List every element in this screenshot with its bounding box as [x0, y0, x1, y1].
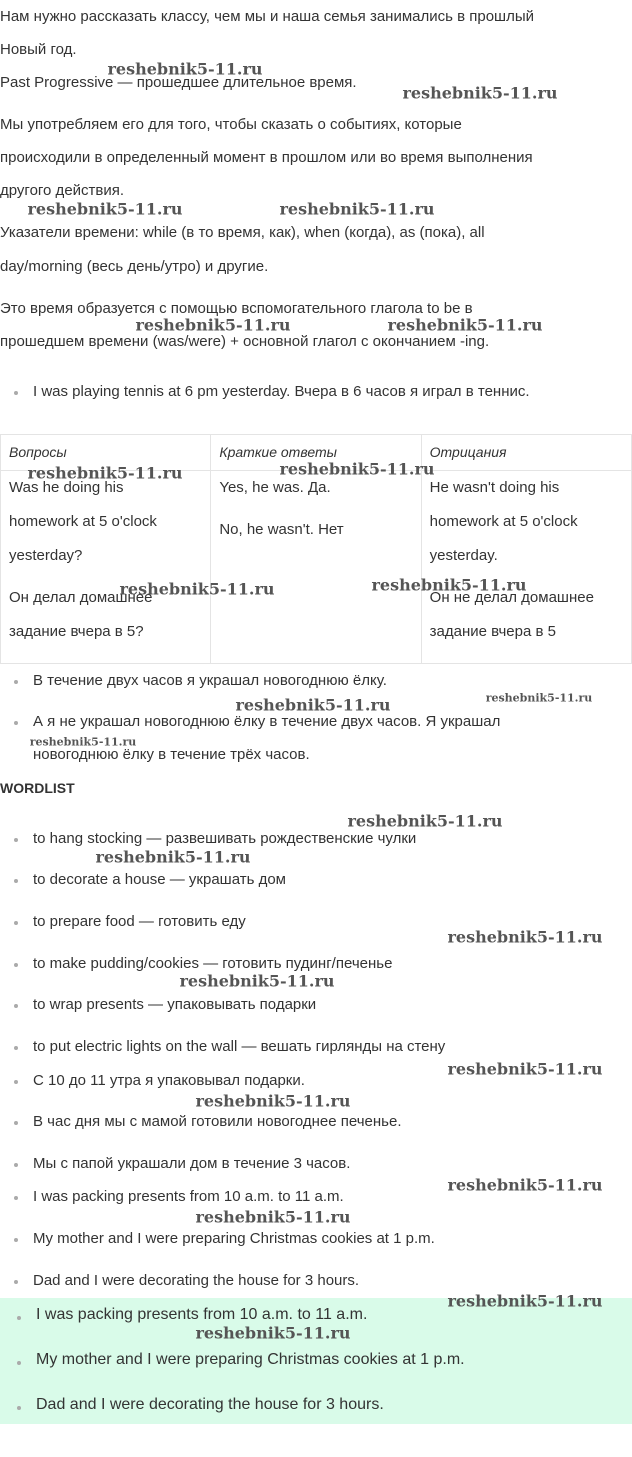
watermark: reshebnik5-11.ru — [27, 463, 183, 483]
watermark: reshebnik5-11.ru — [447, 1059, 603, 1079]
list-item: А я не украшал новогоднюю ёлку в течение двух часов. Я украшал — [33, 713, 501, 730]
list-item: to hang stocking — развешивать рождественские чулки — [33, 830, 417, 847]
bullet-icon — [17, 1316, 21, 1320]
watermark: reshebnik5-11.ru — [447, 927, 603, 947]
watermark: reshebnik5-11.ru — [485, 691, 593, 705]
watermark: reshebnik5-11.ru — [371, 575, 527, 595]
bullet-icon — [14, 1238, 18, 1242]
watermark: reshebnik5-11.ru — [195, 1091, 351, 1111]
table-cell-short-answers — [211, 471, 421, 664]
watermark: reshebnik5-11.ru — [402, 83, 558, 103]
list-item: to make pudding/cookies — готовить пудинг/печенье — [33, 955, 393, 972]
watermark: reshebnik5-11.ru — [29, 735, 137, 749]
cell-line: Он не делал домашнее — [429, 589, 594, 606]
cell-line: homework at 5 o'clock — [429, 513, 578, 530]
list-item-continued: новогоднюю ёлку в течение трёх часов. — [33, 746, 310, 763]
list-item: Dad and I were decorating the house for 3 hours. — [33, 1272, 360, 1289]
table-cell-negations — [421, 471, 631, 664]
list-item: В час дня мы с мамой готовили новогоднее печенье. — [33, 1113, 402, 1130]
watermark: reshebnik5-11.ru — [195, 1207, 351, 1227]
bullet-icon — [14, 721, 18, 725]
table-header: Вопросы — [1, 435, 211, 471]
watermark: reshebnik5-11.ru — [95, 847, 251, 867]
cell-line: No, he wasn't. Нет — [219, 521, 344, 538]
list-item: Мы с папой украшали дом в течение 3 часов. — [33, 1155, 351, 1172]
paragraph-line: другого действия. — [0, 182, 125, 199]
answer-item: I was packing presents from 10 a.m. to 11 a.m. — [36, 1306, 368, 1323]
table-cell-questions — [1, 471, 211, 664]
bullet-icon — [14, 1004, 18, 1008]
bullet-icon — [14, 1121, 18, 1125]
watermark: reshebnik5-11.ru — [27, 199, 183, 219]
watermark: reshebnik5-11.ru — [387, 315, 543, 335]
bullet-icon — [17, 1361, 21, 1365]
bullet-icon — [14, 680, 18, 684]
paragraph-line: Указатели времени: while (в то время, как), when (когда), as (пока), all — [0, 224, 485, 241]
bullet-icon — [14, 1280, 18, 1284]
list-item: С 10 до 11 утра я упаковывал подарки. — [33, 1072, 305, 1089]
bullet-icon — [14, 391, 18, 395]
cell-line: Was he doing his — [9, 479, 124, 496]
list-item: to prepare food — готовить еду — [33, 913, 246, 930]
paragraph-line: day/morning (весь день/утро) и другие. — [0, 258, 269, 275]
paragraph-line: прошедшем времени (was/were) + основной глагол с окончанием -ing. — [0, 333, 490, 350]
bullet-icon — [17, 1406, 21, 1410]
answer-item: My mother and I were preparing Christmas cookies at 1 p.m. — [36, 1351, 465, 1368]
bullet-icon — [14, 879, 18, 883]
watermark: reshebnik5-11.ru — [447, 1175, 603, 1195]
paragraph-line: Past Progressive — прошедшее длительное время. — [0, 74, 357, 91]
cell-line: He wasn't doing his — [429, 479, 560, 496]
watermark: reshebnik5-11.ru — [119, 579, 275, 599]
bullet-icon — [14, 1196, 18, 1200]
watermark: reshebnik5-11.ru — [279, 459, 435, 479]
watermark: reshebnik5-11.ru — [447, 1291, 603, 1311]
paragraph-line: Мы употребляем его для того, чтобы сказать о событиях, которые — [0, 116, 462, 133]
table-header: Краткие ответы — [211, 435, 421, 471]
bullet-icon — [14, 1163, 18, 1167]
watermark: reshebnik5-11.ru — [195, 1323, 351, 1343]
cell-line: Он делал домашнее — [9, 589, 153, 606]
cell-line: yesterday. — [429, 547, 498, 564]
watermark: reshebnik5-11.ru — [347, 811, 503, 831]
paragraph-line: происходили в определенный момент в прошлом или во время выполнения — [0, 149, 533, 166]
paragraph-line: Нам нужно рассказать классу, чем мы и наша семья занимались в прошлый — [0, 8, 535, 25]
cell-line: задание вчера в 5 — [429, 623, 556, 640]
watermark: reshebnik5-11.ru — [135, 315, 291, 335]
bullet-icon — [14, 921, 18, 925]
bullet-icon — [14, 838, 18, 842]
watermark: reshebnik5-11.ru — [279, 199, 435, 219]
cell-line: yesterday? — [9, 547, 83, 564]
list-item: My mother and I were preparing Christmas cookies at 1 p.m. — [33, 1230, 435, 1247]
list-item: to decorate a house — украшать дом — [33, 871, 286, 888]
cell-line: homework at 5 o'clock — [9, 513, 157, 530]
list-item: to wrap presents — упаковывать подарки — [33, 996, 317, 1013]
cell-line: задание вчера в 5? — [9, 623, 144, 640]
list-item: В течение двух часов я украшал новогоднюю ёлку. — [33, 672, 387, 689]
watermark: reshebnik5-11.ru — [235, 695, 391, 715]
paragraph-line: Это время образуется с помощью вспомогательного глагола to be в — [0, 300, 473, 317]
example-sentence: I was playing tennis at 6 pm yesterday. Вчера в 6 часов я играл в теннис. — [33, 383, 530, 400]
paragraph-line: Новый год. — [0, 41, 77, 58]
answer-item: Dad and I were decorating the house for 3 hours. — [36, 1396, 384, 1413]
list-item: to put electric lights on the wall — вешать гирлянды на стену — [33, 1038, 446, 1055]
cell-line: Yes, he was. Да. — [219, 479, 331, 496]
bullet-icon — [14, 1046, 18, 1050]
table-header: Отрицания — [421, 435, 631, 471]
wordlist-heading: WORDLIST — [0, 780, 75, 796]
bullet-icon — [14, 963, 18, 967]
list-item: I was packing presents from 10 a.m. to 11 a.m. — [33, 1188, 344, 1205]
bullet-icon — [14, 1080, 18, 1084]
watermark: reshebnik5-11.ru — [179, 971, 335, 991]
watermark: reshebnik5-11.ru — [107, 59, 263, 79]
